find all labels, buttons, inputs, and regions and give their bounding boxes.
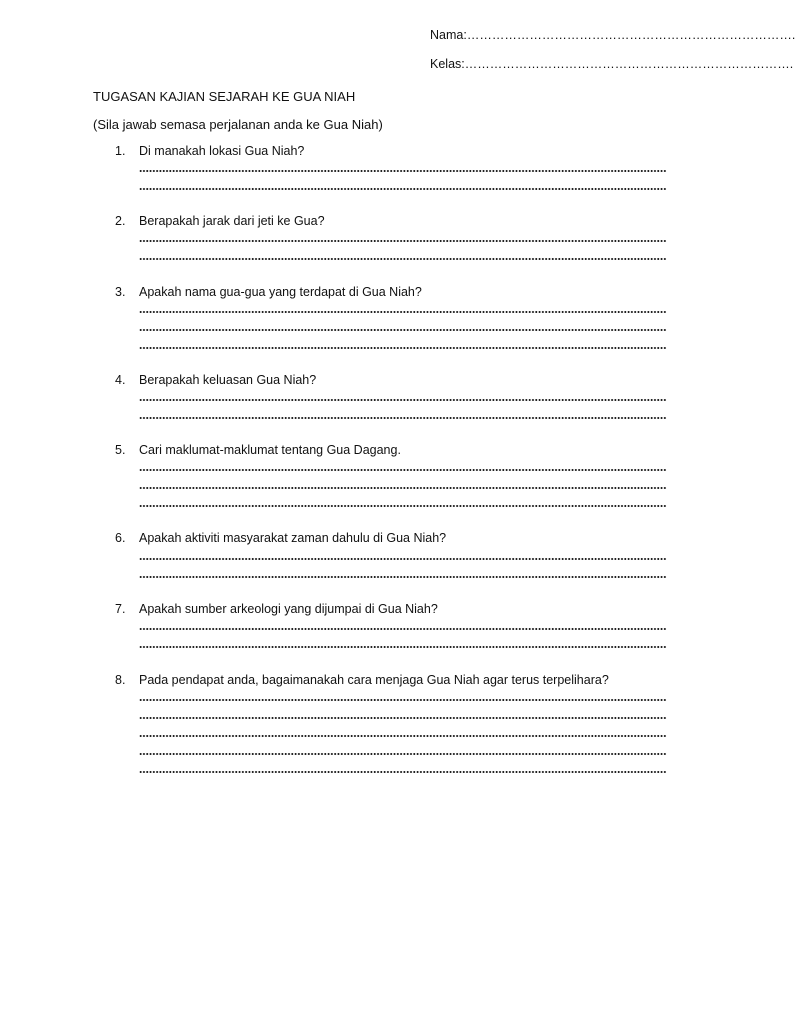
answer-line[interactable] (139, 187, 667, 191)
question-number: 7. (115, 602, 126, 616)
answer-line[interactable] (139, 627, 667, 631)
answer-line[interactable] (139, 557, 667, 561)
answer-line[interactable] (139, 770, 667, 774)
class-field[interactable]: Kelas:……………………………………………………………………. (430, 57, 794, 71)
question-text: Berapakah keluasan Gua Niah? (139, 373, 317, 387)
question-text: Di manakah lokasi Gua Niah? (139, 144, 305, 158)
answer-line[interactable] (139, 310, 667, 314)
answer-line[interactable] (139, 468, 667, 472)
question-text: Apakah sumber arkeologi yang dijumpai di Gua Niah? (139, 602, 438, 616)
question-text: Pada pendapat anda, bagaimanakah cara menjaga Gua Niah agar terus terpelihara? (139, 673, 609, 687)
answer-line[interactable] (139, 486, 667, 490)
name-field[interactable]: Nama:……………………………………………………………………. (430, 28, 795, 42)
question-number: 4. (115, 373, 126, 387)
answer-line[interactable] (139, 257, 667, 261)
answer-line[interactable] (139, 239, 667, 243)
question-text: Berapakah jarak dari jeti ke Gua? (139, 214, 325, 228)
answer-line[interactable] (139, 328, 667, 332)
worksheet-instructions: (Sila jawab semasa perjalanan anda ke Gua Niah) (93, 117, 383, 132)
question-text: Cari maklumat-maklumat tentang Gua Dagang. (139, 443, 401, 457)
question-number: 3. (115, 285, 126, 299)
answer-line[interactable] (139, 716, 667, 720)
answer-line[interactable] (139, 575, 667, 579)
question-text: Apakah nama gua-gua yang terdapat di Gua Niah? (139, 285, 422, 299)
question-number: 8. (115, 673, 126, 687)
question-number: 5. (115, 443, 126, 457)
question-number: 2. (115, 214, 126, 228)
answer-line[interactable] (139, 416, 667, 420)
answer-line[interactable] (139, 346, 667, 350)
worksheet-title: TUGASAN KAJIAN SEJARAH KE GUA NIAH (93, 89, 356, 104)
answer-line[interactable] (139, 169, 667, 173)
answer-line[interactable] (139, 504, 667, 508)
question-number: 1. (115, 144, 126, 158)
answer-line[interactable] (139, 698, 667, 702)
answer-line[interactable] (139, 752, 667, 756)
question-number: 6. (115, 531, 126, 545)
answer-line[interactable] (139, 398, 667, 402)
answer-line[interactable] (139, 645, 667, 649)
question-text: Apakah aktiviti masyarakat zaman dahulu di Gua Niah? (139, 531, 447, 545)
answer-line[interactable] (139, 734, 667, 738)
